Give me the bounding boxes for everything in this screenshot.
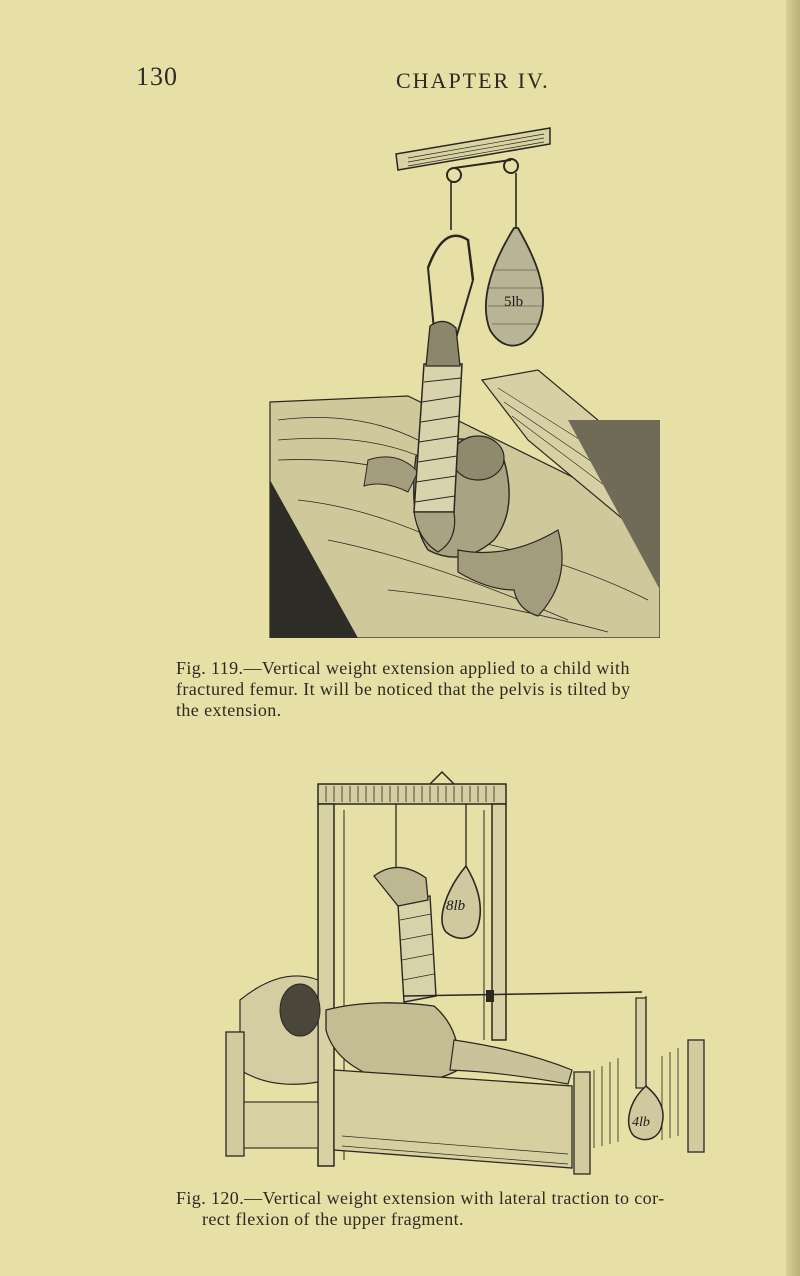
weight-label-4lb: 4lb (632, 1115, 650, 1130)
caption-120-line-1: Fig. 120.—Vertical weight extension with lateral traction to cor- (176, 1188, 665, 1208)
caption-119-line-1: Fig. 119.—Vertical weight extension applied to a child with (176, 658, 630, 678)
weight-label-5lb: 5lb (504, 294, 524, 310)
page-edge (786, 0, 800, 1276)
figure-120-caption (176, 1188, 768, 1230)
running-head: CHAPTER IV. (396, 68, 550, 93)
figure-119-illustration (268, 120, 660, 638)
figure-119-caption (176, 658, 768, 721)
caption-119-line-3: the extension. (176, 700, 282, 720)
page-number: 130 (136, 62, 178, 91)
weight-label-8lb: 8lb (446, 898, 466, 914)
figure-120-illustration (222, 770, 710, 1182)
caption-119-line-2: fractured femur. It will be noticed that the pelvis is tilted by (176, 679, 631, 699)
caption-120-line-2: rect flexion of the upper fragment. (202, 1209, 464, 1229)
